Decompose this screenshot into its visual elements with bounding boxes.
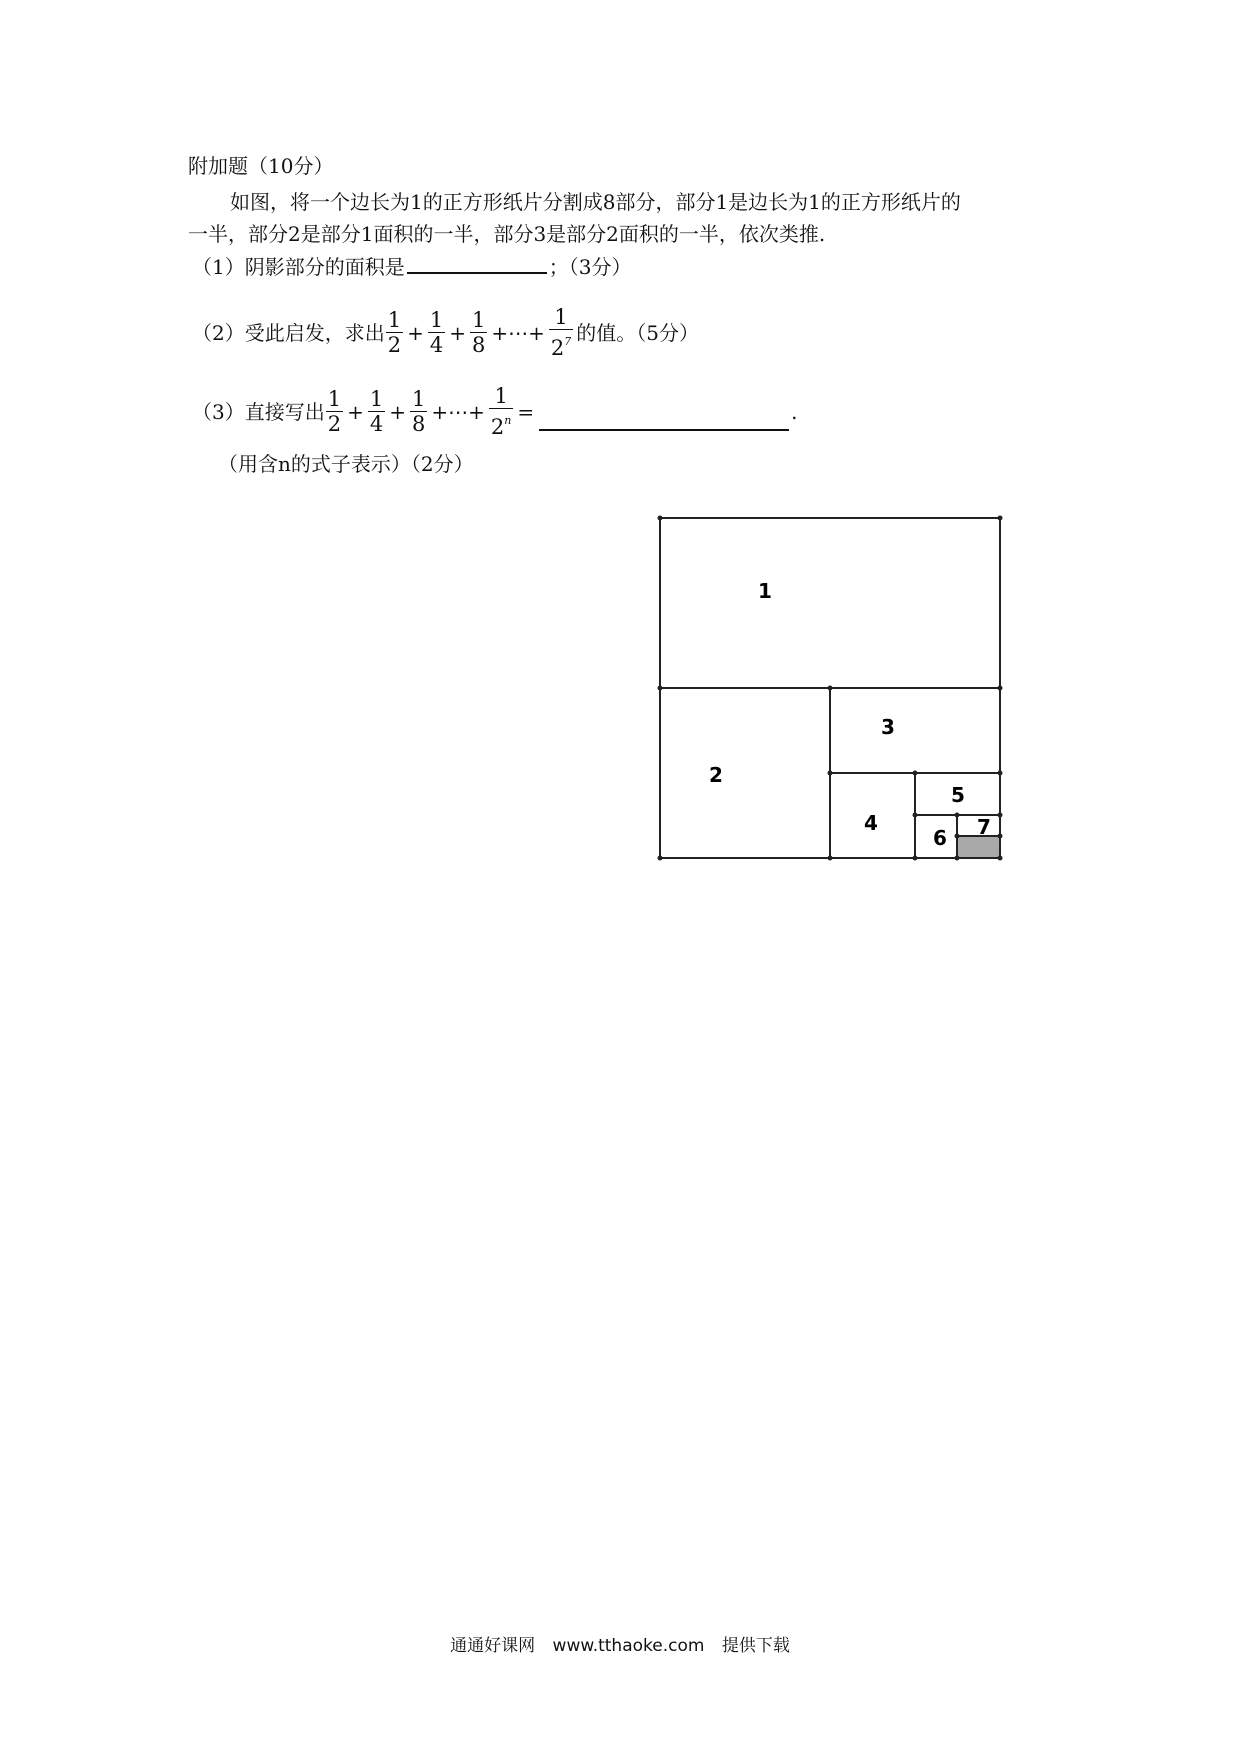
- q2-fraction-4: $\frac{1}{2^7}$: [550, 305, 572, 360]
- figure-label-4: 4: [864, 811, 878, 835]
- q3-fraction-1: $\frac{1}{2}$: [327, 387, 342, 436]
- q3-end-period: .: [791, 399, 798, 424]
- footer-suffix: 提供下载: [721, 1636, 790, 1656]
- figure-label-5: 5: [951, 783, 965, 807]
- q1-suffix: ；（3分）: [548, 255, 632, 279]
- q2-fraction-1: $\frac{1}{2}$: [387, 308, 402, 357]
- figure-label-7: 7: [977, 815, 991, 839]
- q3-note: （用含n的式子表示）（2分）: [218, 452, 474, 476]
- figure-label-1: 1: [758, 579, 772, 603]
- q3-ellipsis: +⋯+: [431, 399, 485, 424]
- q2-plus-2: +: [449, 320, 467, 345]
- footer-site-name: 通通好课网: [450, 1636, 536, 1656]
- q3-fraction-2: $\frac{1}{4}$: [369, 387, 384, 436]
- shaded-region: [958, 837, 999, 857]
- figure-label-2: 2: [709, 763, 723, 787]
- q2-fraction-2: $\frac{1}{4}$: [429, 308, 444, 357]
- q3-fraction-3: $\frac{1}{8}$: [412, 387, 426, 436]
- figure-label-6: 6: [933, 826, 947, 850]
- footer-url[interactable]: www.tthaoke.com: [552, 1636, 705, 1656]
- q2-fraction-3: $\frac{1}{8}$: [472, 308, 486, 357]
- q3-plus-2: +: [389, 399, 407, 424]
- figure-label-3: 3: [881, 715, 895, 739]
- q3-prefix: （3）直接写出: [192, 399, 325, 424]
- intro-line-1: 如图，将一个边长为1的正方形纸片分割成8部分，部分1是边长为1的正方形纸片的: [230, 190, 961, 214]
- q2-plus-1: +: [407, 320, 424, 345]
- header-title: 附加题（10分）: [188, 154, 334, 178]
- q2-ellipsis: +⋯+: [491, 320, 545, 345]
- q3-fraction-4: $\frac{1}{2^n}$: [490, 384, 512, 439]
- q2-suffix: 的值。（5分）: [576, 320, 700, 345]
- intro-line-2: 一半，部分2是部分1面积的一半，部分3是部分2面积的一半，依次类推.: [188, 222, 826, 246]
- q2-prefix: （2）受此启发，求出: [192, 320, 385, 345]
- page-footer: [0, 1631, 1240, 1656]
- q3-plus-1: +: [347, 399, 364, 424]
- q1-prefix: （1）阴影部分的面积是: [192, 255, 405, 279]
- q3-equals: =: [517, 399, 535, 424]
